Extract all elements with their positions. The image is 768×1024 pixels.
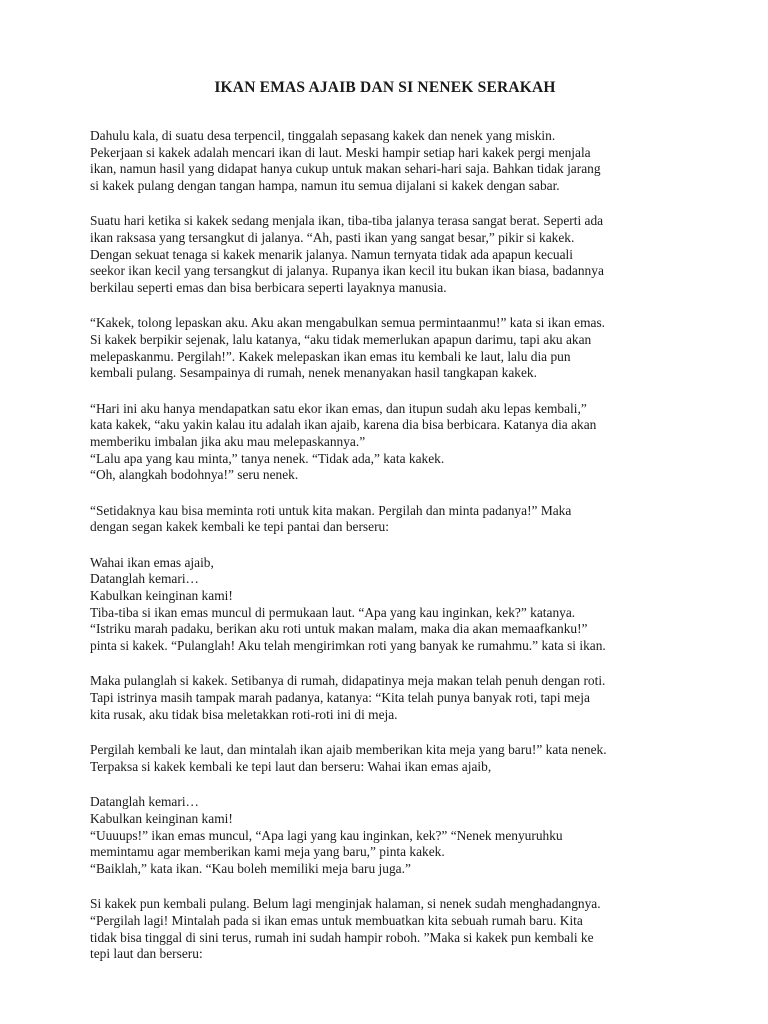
text-line: Tiba-tiba si ikan emas muncul di permukaan laut. “Apa yang kau inginkan, kek?” katanya.: [90, 604, 576, 620]
text-line: ikan raksasa yang tersangkut di jalanya. “Ah, pasti ikan yang sangat besar,” pikir si kakek.: [90, 229, 575, 245]
paragraph: [90, 503, 680, 536]
text-line: memberiku imbalan jika aku mau melepaskannya.”: [90, 433, 366, 449]
text-line: seekor ikan kecil yang tersangkut di jalanya. Rupanya ikan kecil itu bukan ikan biasa, badannya: [90, 263, 604, 279]
text-line: Pekerjaan si kakek adalah mencari ikan di laut. Meski hampir setiap hari kakek pergi menjala: [90, 144, 591, 160]
document-title: IKAN EMAS AJAIB DAN SI NENEK SERAKAH: [214, 79, 556, 96]
text-line: pinta si kakek. “Pulanglah! Aku telah mengirimkan roti yang banyak ke rumahmu.” kata si ikan.: [90, 637, 606, 653]
text-line: “Lalu apa yang kau minta,” tanya nenek. “Tidak ada,” kata kakek.: [90, 450, 445, 466]
text-line: tepi laut dan berseru:: [90, 946, 203, 962]
text-line: Wahai ikan emas ajaib,: [90, 554, 214, 570]
text-line: dengan segan kakek kembali ke tepi pantai dan berseru:: [90, 519, 389, 535]
text-line: Suatu hari ketika si kakek sedang menjala ikan, tiba-tiba jalanya terasa sangat berat. Seperti ada: [90, 213, 604, 229]
paragraph: [90, 794, 680, 877]
text-line: Kabulkan keinginan kami!: [90, 588, 233, 604]
text-line: Terpaksa si kakek kembali ke tepi laut dan berseru: Wahai ikan emas ajaib,: [90, 758, 492, 774]
paragraph: [90, 555, 680, 655]
text-line: “Kakek, tolong lepaskan aku. Aku akan mengabulkan semua permintaanmu!” kata si ikan emas.: [90, 315, 606, 331]
text-line: kembali pulang. Sesampainya di rumah, nenek menanyakan hasil tangkapan kakek.: [90, 365, 537, 381]
text-line: si kakek pulang dengan tangan hampa, namun itu semua dijalani si kakek dengan sabar.: [90, 177, 560, 193]
text-line: Si kakek berpikir sejenak, lalu katanya, “aku tidak memerlukan apapun darimu, tapi aku akan: [90, 331, 592, 347]
text-line: kata kakek, “aku yakin kalau itu adalah ikan ajaib, karena dia bisa berbicara. Katanya dia akan: [90, 417, 597, 433]
text-line: “Hari ini aku hanya mendapatkan satu ekor ikan emas, dan itupun sudah aku lepas kembali,”: [90, 400, 587, 416]
text-line: “Pergilah lagi! Mintalah pada si ikan emas untuk membuatkan kita sebuah rumah baru. Kita: [90, 912, 583, 928]
text-line: kita rusak, aku tidak bisa meletakkan roti-roti ini di meja.: [90, 706, 398, 722]
text-line: memintamu agar memberikan kami meja yang baru,” pinta kakek.: [90, 844, 445, 860]
document-page: [90, 78, 680, 982]
text-line: melepaskanmu. Pergilah!”. Kakek melepaskan ikan emas itu kembali ke laut, lalu dia pun: [90, 348, 571, 364]
text-line: Datanglah kemari…: [90, 571, 199, 587]
text-line: “Istriku marah padaku, berikan aku roti untuk makan malam, maka dia akan memaafkanku!”: [90, 621, 588, 637]
text-line: ikan, namun hasil yang didapat hanya cukup untuk makan sehari-hari saja. Bahkan tidak jarang: [90, 161, 601, 177]
text-line: tidak bisa tinggal di sini terus, rumah ini sudah hampir roboh. ”Maka si kakek pun kembali ke: [90, 929, 594, 945]
text-line: Kabulkan keinginan kami!: [90, 811, 233, 826]
paragraph: [90, 896, 680, 962]
text-line: “Oh, alangkah bodohnya!” seru nenek.: [90, 467, 299, 483]
text-line: “Setidaknya kau bisa meminta roti untuk kita makan. Pergilah dan minta padanya!” Maka: [90, 502, 572, 518]
paragraph: [90, 315, 680, 381]
text-line: Dengan sekuat tenaga si kakek menarik jalanya. Namun ternyata tidak ada apapun kecuali: [90, 246, 573, 262]
paragraph: [90, 742, 680, 775]
text-line: Tapi istrinya masih tampak marah padanya, katanya: “Kita telah punya banyak roti, tapi meja: [90, 690, 590, 706]
text-line: “Uuuups!” ikan emas muncul, “Apa lagi yang kau inginkan, kek?” “Nenek menyuruhku: [90, 827, 563, 843]
paragraph: [90, 401, 680, 484]
text-line: Dahulu kala, di suatu desa terpencil, tinggalah sepasang kakek dan nenek yang miskin.: [90, 128, 556, 143]
text-line: berkilau seperti emas dan bisa berbicara seperti layaknya manusia.: [90, 279, 447, 295]
paragraph: [90, 673, 680, 723]
text-line: Datanglah kemari…: [90, 794, 199, 810]
text-line: Pergilah kembali ke laut, dan mintalah ikan ajaib memberikan kita meja yang baru!” kata nenek.: [90, 742, 607, 758]
text-line: Si kakek pun kembali pulang. Belum lagi menginjak halaman, si nenek sudah menghadangnya.: [90, 896, 601, 912]
text-line: Maka pulanglah si kakek. Setibanya di rumah, didapatinya meja makan telah penuh dengan roti.: [90, 673, 606, 689]
text-line: “Baiklah,” kata ikan. “Kau boleh memiliki meja baru juga.”: [90, 860, 411, 876]
paragraph: [90, 213, 680, 296]
paragraph: [90, 128, 680, 194]
document-body: [90, 128, 680, 963]
